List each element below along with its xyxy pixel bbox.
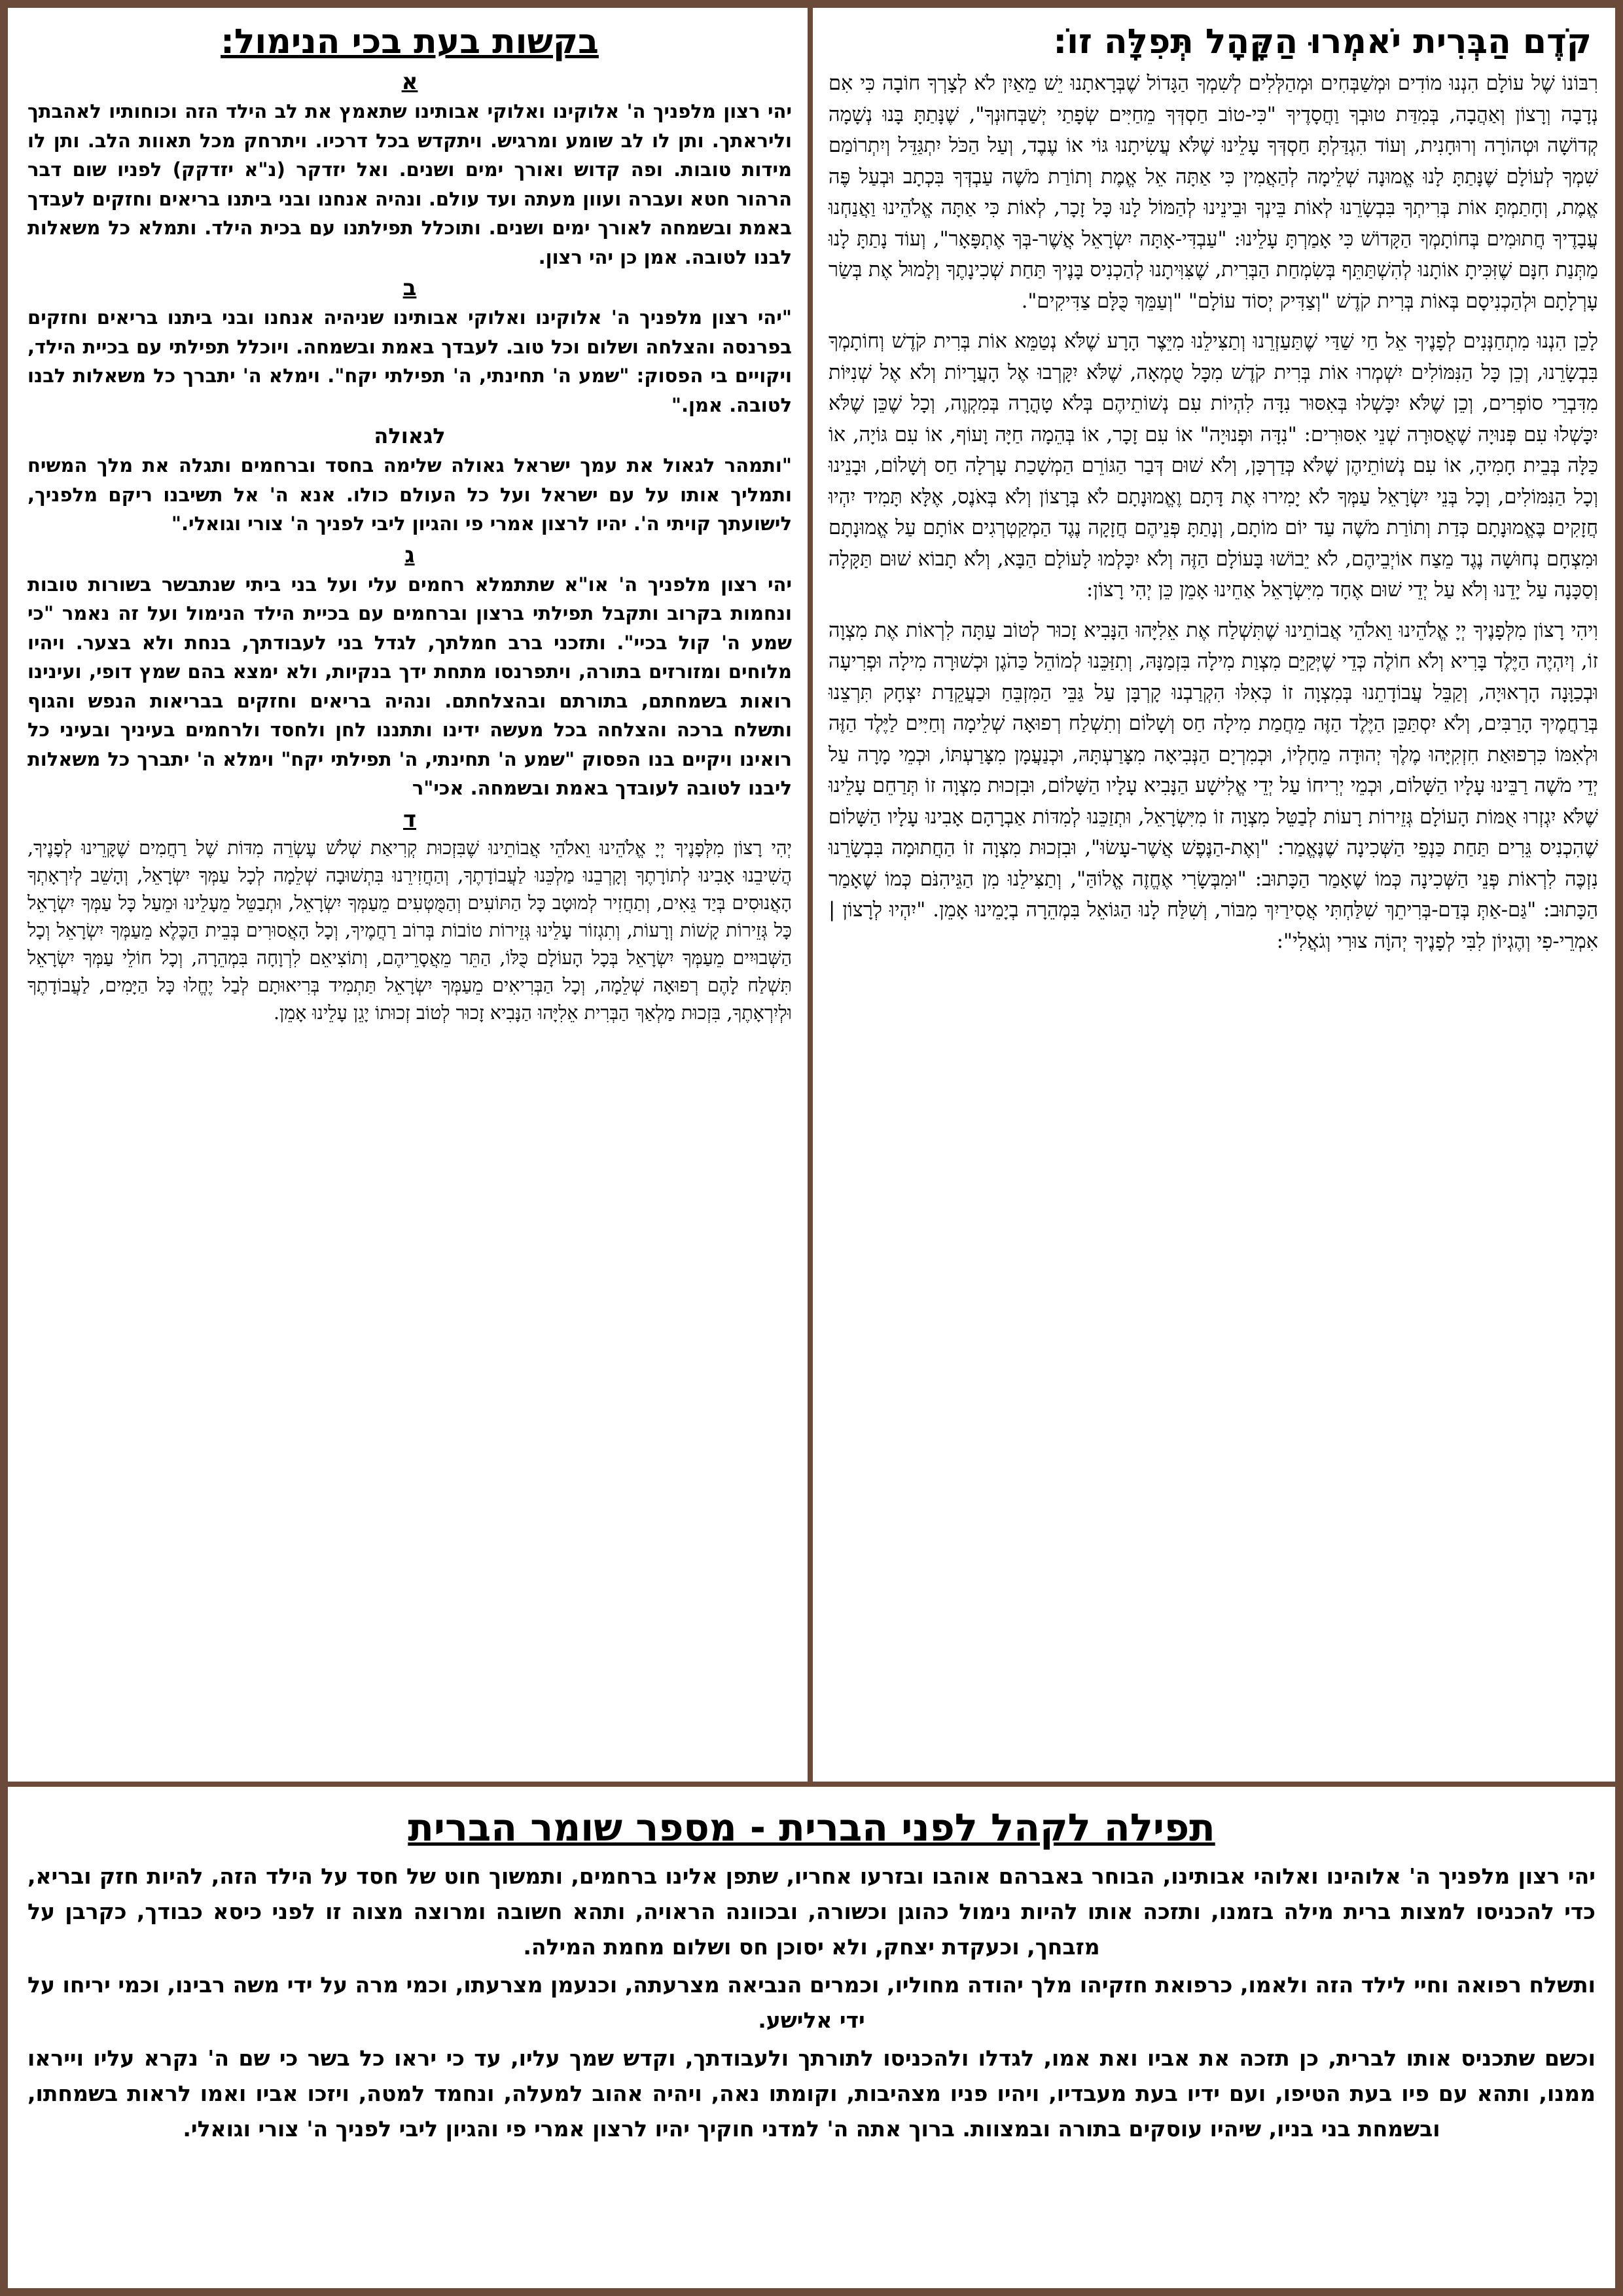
spacer <box>829 606 1598 615</box>
section-letter-b: ב <box>402 275 417 301</box>
request-paragraph-b: "יהי רצון מלפניך ה' אלוקינו ואלוקי אבותינו שניהיה אנחנו ובני ביתנו בריאים וחזקים בפרנסה והצלחה ושלום וכל טוב. לעבדך באמת ובשמחה. ויוכלל תפילתי עם בכיית הילד, ויקויים בי הפסוק: "שמע ה' תחינתי, ה' תפילתי יקח". וימלא ה' יתברך כל משאלות לבנו לטובה. אמן." <box>27 306 792 416</box>
bottom-section <box>8 1787 1615 2288</box>
section-letter-d: ד <box>403 806 416 833</box>
bottom-section-title: תפילה לקהל לפני הברית - מספר שומר הברית <box>408 1805 1215 1850</box>
prayer-paragraph-lachen: לָכֵן הִנְנוּ מִתְחַנְּנִים לְפָנֶיךָ אֵל חַי שַׁדַּי שֶׁתַּעַזְרֵנוּ וְתַצִּילֵנוּ מִיֵּצֶר הָרָע שֶׁלֹּא נְטַמֵּא אוֹת בְּרִית קֹדֶשׁ וְחוֹתָמְךָ בִּבְשָׂרֵנוּ, וְכֵן כָּל הַנִּמּוֹלִים יִשְׁמְרוּ אוֹת בְּרִית קֹדֶשׁ מִכָּל טֻמְאָה, שֶׁלֹּא יִקָּרְבוּ אֶל הָעֲרָיוֹת וְלֹא אֶל שְׁנִיּוֹת מִדִּבְרֵי סוֹפְרִים, וְכֵן שֶׁלֹּא יִכָּשְׁלוּ בְּאִסּוּר נִדָּה לִהְיוֹת עִם נְשׁוֹתֵיהֶם בְּלֹא טָהֳרָה בְּמִקְוֶה, וְכָל שֶׁכֵּן שֶׁלֹּא יִכָּשְׁלוּ עִם פְּנוּיָה שֶׁאֲסוּרָה שְׁנֵי אִסּוּרִים: "נִדָּה וּפְנוּיָה" אוֹ עִם זָכָר, אוֹ בְּהֵמָה חַיָּה וָעוֹף, אוֹ עִם גּוֹיָה, אוֹ כַּלָּה בְּבֵית חָמִיהָ, אוֹ עִם נְשׁוֹתֵיהֶן שֶׁלֹּא כְּדַרְכָּן, וְלֹא שׁוּם דְּבַר הַגּוֹרֵם הַמְשָׁכַת עָרְלָה חַס וְשָׁלוֹם, וּבָנֵינוּ וְכָל הַנִּמּוֹלִים, וְכָל בְּנֵי יִשְׂרָאֵל עַמְּךָ לֹא יָמִירוּ אֶת דָּתָם וֶאֱמוּנָתָם לֹא בְּרָצוֹן וְלֹא בְּאֹנֶס, אֶלָּא תָּמִיד יִהְיוּ חֲזָקִים בֶּאֱמוּנָתָם כְּדַת וְתוֹרַת מֹשֶׁה עַד יוֹם מוֹתָם, וְנָתַתָּ פְּנֵיהֶם חֲזָקָה נֶגֶד הַמְקַטְרְגִים אוֹתָם עַל אֱמוּנָתָם וּמִצְחָם נְחוּשָׁה נֶגֶד מֵצַח אוֹיְבֵיהֶם, לֹא יֵבוֹשׁוּ בָּעוֹלָם הַזֶּה וְלֹא יִכָּלְמוּ לָעוֹלָם הַבָּא, וְלֹא תָבוֹא שׁוּם תַּקָּלָה וְסַכָּנָה עַל יָדֵנוּ וְלֹא עַל יְדֵי שׁוּם אֶחָד מִיִּשְׂרָאֵל אַחֵינוּ אָמֵן כֵּן יְהִי רָצוֹן: <box>829 330 1599 601</box>
bottom-paragraph-3: וכשם שתכניס אותו לברית, כן תזכה את אביו ואת אמו, לגדלו ולהכניסו לתורתך ולעבודתך, וקדש שמך עליו, עד כי יראו כל בשר כי שם ה' נקרא עליו וייראו ממנו, ותהא עם פיו בעת הטיפו, ועם ידיו בעת מעבדיו, ויהיו פניו מצהיבות, וקומתו נאה, ויהיה אהוב למעלה, ונחמד למטה, ויזכו אביו ואמו לראות בשמחתו, ובשמחת בני בניו, שיהיו עוסקים בתורה ובמצוות. ברוך אתה ה' למדני חוקיך יהיו לרצון אמרי פי והגיון ליבי לפניך ה' צורי וגואלי. <box>27 2045 1596 2142</box>
section-heading-geula: לגאולה <box>374 423 446 448</box>
prayer-sheet <box>8 8 1615 2288</box>
bottom-paragraph-1: יהי רצון מלפניך ה' אלוהינו ואלוהי אבותינו, הבוחר באברהם אוהבו ובזרעו אחריו, שתפן אלינו ברחמים, ותמשוך חוט של חסד על הילד הזה, להיות חזק ובריא, כדי להכניסו למצות ברית מילה בזמנו, ותזכה אותו להיות נימול כהוגן וכשורה, ובכוונה הראויה, ותהא חשובה ומרוצה מצוה זו לפני כיסא כבודך, כקרבן על מזבחך, וכעקדת יצחק, ולא יסוכן חס ושלום מחמת המילה. <box>27 1863 1596 1960</box>
request-paragraph-a: יהי רצון מלפניך ה' אלוקינו ואלוקי אבותינו שתאמץ את לב הילד הזה וכוחותיו לאהבתך וליראתך. ותן לו לב שומע ומרגיש. ויתקדש בכל דרכיו. ויתרחק מכל תאוות הלב. ותן לו מידות טובות. ופה קדוש ואורך ימים ושנים. ואל יזדקר (נ"א יזדקק) לפניו שום דבר הרהור חטא ועברה ועוון מעתה ועד עולם. ונהיה אנחנו ובני ביתנו בריאים וחזקים לעבדך באמת ובשמחה לאורך ימים ושנים. ותוכלל תפילתנו עם בכית הילד. ותמלא כל משאלות לבנו לטובה. אמן כן יהי רצון. <box>27 100 792 268</box>
request-paragraph-geula: "ותמהר לגאול את עמך ישראל גאולה שלימה בחסד וברחמים ותגלה את מלך המשיח ותמליך אותו על עם ישראל ועל כל העולם כולו. אנא ה' אל תשיבנו ריקם מלפניך, לישועתך קויתי ה'. יהיו לרצון אמרי פי והגיון ליבי לפניך ה' צורי וגואלי." <box>27 454 792 535</box>
prayer-paragraph-vihi-ratzon: וִיהִי רָצוֹן מִלְּפָנֶיךָ יְיָ אֱלֹהֵינוּ וֵאלֹהֵי אֲבוֹתֵינוּ שֶׁתִּשְׁלַח אֶת אֵלִיָּהוּ הַנָּבִיא זָכוּר לְטוֹב עַתָּה לִרְאוֹת אֶת מִצְוָה זוֹ, וְיִהְיֶה הַיֶּלֶד בָּרִיא וְלֹא חוֹלֶה כְּדֵי שֶׁיְּקַיֵּם מִצְוַת מִילָה בִּזְמַנָּהּ, וְתִזַּכֵּנוּ לְמוֹהֵל כַּהֹגֶן וּכְשׁוּרָה מִילָה וּפְרִיעָה וּבְכַוָּנָה הָרְאוּיָה, וְקַבֵּל עֲבוֹדָתֵנוּ בְּמִצְוָה זוֹ כְּאִלּוּ הִקְרַבְנוּ קָרְבָּן עַל גַּבֵּי הַמִּזְבֵּחַ וּכַעֲקֵדַת יִצְחָק תִּרְצֵנוּ בְּרַחֲמֶיךָ הָרַבִּים, וְלֹא יִסְתַּכֵּן הַיֶּלֶד הַזֶּה מֵחֲמַת מִילָה חַס וְשָׁלוֹם וְתִשְׁלַח רְפוּאָה שְׁלֵימָה וְחַיִּים לַיֶּלֶד הַזֶּה וּלְאִמּוֹ כִּרְפוּאַת חִזְקִיָּהוּ מֶלֶךְ יְהוּדָה מֵחָלְיוֹ, וּכְמִרְיָם הַנְּבִיאָה מִצָּרַעְתָּהּ, וּכְנַעֲמָן מִצָּרַעְתּוֹ, וּכְמֵי מָרָה עַל יְדֵי מֹשֶׁה רַבֵּינוּ עָלָיו הַשָּׁלוֹם, וּכְמֵי יְרִיחוֹ עַל יְדֵי אֱלִישָׁע הַנָּבִיא עָלָיו הַשָּׁלוֹם, וּבִזְכוּת מִצְוָה זוֹ תְּרַחֵם עָלֵינוּ שֶׁלֹּא יִגְזְרוּ אֻמּוֹת הָעוֹלָם גְּזֵירוֹת רָעוֹת לְבַטֵּל מִצְוָה זוֹ מִיִּשְׂרָאֵל, וּתְזַכֵּנוּ לְמִדּוֹת אַבְרָהָם אָבִינוּ עָלָיו הַשָּׁלוֹם שֶׁהִכְנִיס גֵּרִים תַּחַת כַּנְפֵי הַשְּׁכִינָה שֶׁנֶּאֱמַר: "וְאֶת-הַנֶּפֶשׁ אֲשֶׁר-עָשׂוּ", וּבִזְכוּת מִצְוָה זוֹ הַחֲתוּמָה בִּבְשָׂרֵנוּ נִזְכֶּה לִרְאוֹת פְּנֵי הַשְּׁכִינָה כְּמוֹ שֶׁאָמַר הַכָּתוּב: "וּמִבְּשָׂרִי אֶחֱזֶה אֱלוֹהַּ", וְתַצִּילֵנוּ מִן הַגֵּיהִנֹּם כְּמוֹ שֶׁאָמַר הַכָּתוּב: "גַּם-אַתְּ בְּדַם-בְּרִיתֵךְ שִׁלַּחְתִּי אֲסִירַיִךְ מִבּוֹר, וְשִׁלַּח לָנוּ הַגּוֹאֵל בִּמְהֵרָה בְיָמֵינוּ אָמֵן. "יִהְיוּ לְרָצוֹן | אִמְרֵי-פִי וְהֶגְיוֹן לִבִּי לְפָנֶיךָ יְהוָֹה צוּרִי וְגֹאֲלִי": <box>829 619 1598 953</box>
right-column <box>814 8 1615 1782</box>
request-paragraph-d: יְהִי רָצוֹן מִלְּפָנֶיךָ יְיָ אֱלֹהֵינוּ וֵאלֹהֵי אֲבוֹתֵינוּ שֶׁבִּזְכוּת קְרִיאַת שְׁלֹשׁ עֶשְׂרֵה מִדּוֹת שֶׁל רַחֲמִים שֶׁקָּרֵינוּ לְפָנֶיךָ, הֲשִׁיבֵנוּ אָבִינוּ לְתוֹרָתֶךָ וְקָרְבֵנוּ מַלְכֵּנוּ לַעֲבוֹדָתֶךָ, וְהַחֲזִירֵנוּ בִּתְשׁוּבָה שְׁלֵמָה לְכָל עַמְּךָ יִשְׂרָאֵל, וְהָשֵׁב לְיִרְאָתְךָ הָאֲנוּסִים בְּיַד גֵּאִים, וְתַחֲזִיר לְמוּטָב כָּל הַתּוֹעִים וְהַמֻּטְעִים מֵעַמְּךָ יִשְׂרָאֵל, וּתְבַטֵּל מֵעָלֵינוּ וּמֵעַל כָּל עַמְּךָ יִשְׂרָאֵל כָּל גְּזֵירוֹת קָשׁוֹת וְרָעוֹת, וְתִגְזוֹר עָלֵינוּ גְּזֵירוֹת טוֹבוֹת בְּרוֹב רַחֲמֶיךָ, וְכָל הָאֲסוּרִים בְּבֵית הַכֶּלֶא מֵעַמְּךָ יִשְׂרָאֵל וְכָל הַשְּׁבוּיִים מֵעַמְּךָ יִשְׂרָאֵל בְּכָל הָעוֹלָם כֻּלּוֹ, הַתֵּר מֵאֲסָרֵיהֶם, וְתוֹצִיאֵם לִרְוָחָה בִּמְהֵרָה, וְכָל חוֹלֵי עַמְּךָ יִשְׂרָאֵל תִּשְׁלַח לָהֶם רְפוּאָה שְׁלֵמָה, וְכָל הַבְּרִיאִים מֵעַמְּךָ יִשְׂרָאֵל תַּתְמִיד בְּרִיאוּתָם לְבַל יֶחֱלוּ כָּל הַיָּמִים, לַעֲבוֹדָתֶךָ וּלְיִרְאָתֶךָ, בִּזְכוּת מַלְאַךְ הַבְּרִית אֵלִיָּהוּ הַנָּבִיא זָכוּר לְטוֹב זְכוּתוֹ יָגֵן עָלֵינוּ אָמֵן. <box>27 836 792 1024</box>
right-column-title: קֹדֶם הַבְּרִית יֹאמְרוּ הַקָּהָל תְּפִלָּה זוֹ: <box>1053 22 1592 62</box>
request-paragraph-g: יהי רצון מלפניך ה' או"א שתתמלא רחמים עלי ועל בני ביתי שנתבשר בשורות טובות ונחמות בקרוב ותקבל תפילתי ברצון וברחמים עם בכיית הילד הנימול ועל זה נאמר "כי שמע ה' קול בכיי". ותזכני ברב חמלתך, לגדל בני לעבודתך, בנחת ולא בצער. ויהיו מלוחים ומזורזים בתורה, ויתפרנסו מתחת ידך בנקיות, ולא ימצא בהם שמץ דופי, ועינינו רואות בשמחתם, בתורתם ובהצלחתם. ונהיה בריאים וחזקים בבריאות הנפש והגוף ותשלח ברכה והצלחה בכל מעשה ידינו ותתננו לחן ולחסד ולרחמים בעיניך ובעיני כל רואינו ויקיים בנו הפסוק "שמע ה' תחינתי, ה' תפילתי יקח" וימלא ה' יתברך כל משאלות ליבנו לטובה לעובדך באמת ובשמחה. אכי"ר <box>27 573 792 799</box>
section-letter-g: ג <box>404 541 415 568</box>
section-divider <box>8 1782 1615 1787</box>
column-divider <box>808 8 813 1782</box>
left-column-title: בקשות בעת בכי הנימול: <box>221 22 599 62</box>
spacer <box>829 317 1598 326</box>
prayer-paragraph-ribono: רִבּוֹנוֹ שֶׁל עוֹלָם הִנְנוּ מוֹדִים וּמְשַׁבְּחִים וּמְהַלְּלִים לְשִׁמְךָ הַגָּדוֹל שֶׁבְּרָאתָנוּ יֵשׁ מֵאַיִן לֹא לְצָרְךָ חוֹבָה כִּי אִם נְדָבָה וְרָצוֹן וְאַהֲבָה, בְּמִדַּת טוּבְךָ וַחֲסָדֶיךָ "כִּי-טוֹב חַסְדְּךָ מֵחַיִּים שְׂפָתַי יְשַׁבְּחוּנְךָ", שֶׁנָּתַתָּ בָּנוּ נְשָׁמָה קְדוֹשָׁה וּטְהוֹרָה וְרוּחָנִית, וְעוֹד הִגְדַּלְתָּ חַסְדְּךָ עָלֵינוּ שֶׁלֹּא עֲשִׂיתָנוּ גּוֹי אוֹ עֶבֶד, וְעַל הַכֹּל יִתְגַּדֵּל וְיִתְרוֹמַם שִׁמְךָ לְעוֹלָם שֶׁנָּתַתָּ לָנוּ אֱמוּנָה שְׁלֵימָה לְהַאֲמִין כִּי אַתָּה אֵל אֱמֶת וְתוֹרַת מֹשֶׁה עַבְדְּךָ בִּכְתָב וּבְעַל פֶּה אֱמֶת, וְחָתַמְתָּ אוֹת בְּרִיתְךָ בִּבְשָׂרֵנוּ לְאוֹת בֵּינְךָ וּבֵינֵינוּ לְהַמּוֹל לָנוּ כָּל זָכָר, לְאוֹת כִּי אַתָּה אֱלֹהֵינוּ וַאֲנַחְנוּ עֲבָדֶיךָ חֲתוּמִים בְּחוֹתָמְךָ הַקָּדוֹשׁ כִּי אָמַרְתָּ עָלֵינוּ: "עַבְדִּי-אָתָּה יִשְׂרָאֵל אֲשֶׁר-בְּךָ אֶתְפָּאָר", וְעוֹד נָתַתָּ לָנוּ מַתְּנַת חִנָּם שֶׁזִּכִּיתָ אוֹתָנוּ לְהִשְׁתַּתֵּף בְּשִׂמְחַת הַבְּרִית, שֶׁצִּוִּיתָנוּ לְהַכְנִיס בָּנֶיךָ תַּחַת שְׁכִינָתֶךָ וְלָמוּל אֶת בְּשַׂר עָרְלָתָם וּלְהַכְנִיסָם בְּאוֹת בְּרִית קֹדֶשׁ "וְצַדִּיק יְסוֹד עוֹלָם" "וְעַמֵּךְ כֻּלָּם צַדִּיקִים". <box>829 72 1598 313</box>
two-column-section <box>8 8 1615 1782</box>
bottom-paragraph-2: ותשלח רפואה וחיי לילד הזה ולאמו, כרפואת חזקיהו מלך יהודה מחוליו, וכמרים הנביאה מצרעתה, וכנעמן מצרעתו, וכמי מרה על ידי משה רבינו, וכמי יריחו על ידי אלישע. <box>27 1972 1596 2033</box>
left-column <box>8 8 806 1782</box>
section-letter-a: א <box>401 69 418 95</box>
